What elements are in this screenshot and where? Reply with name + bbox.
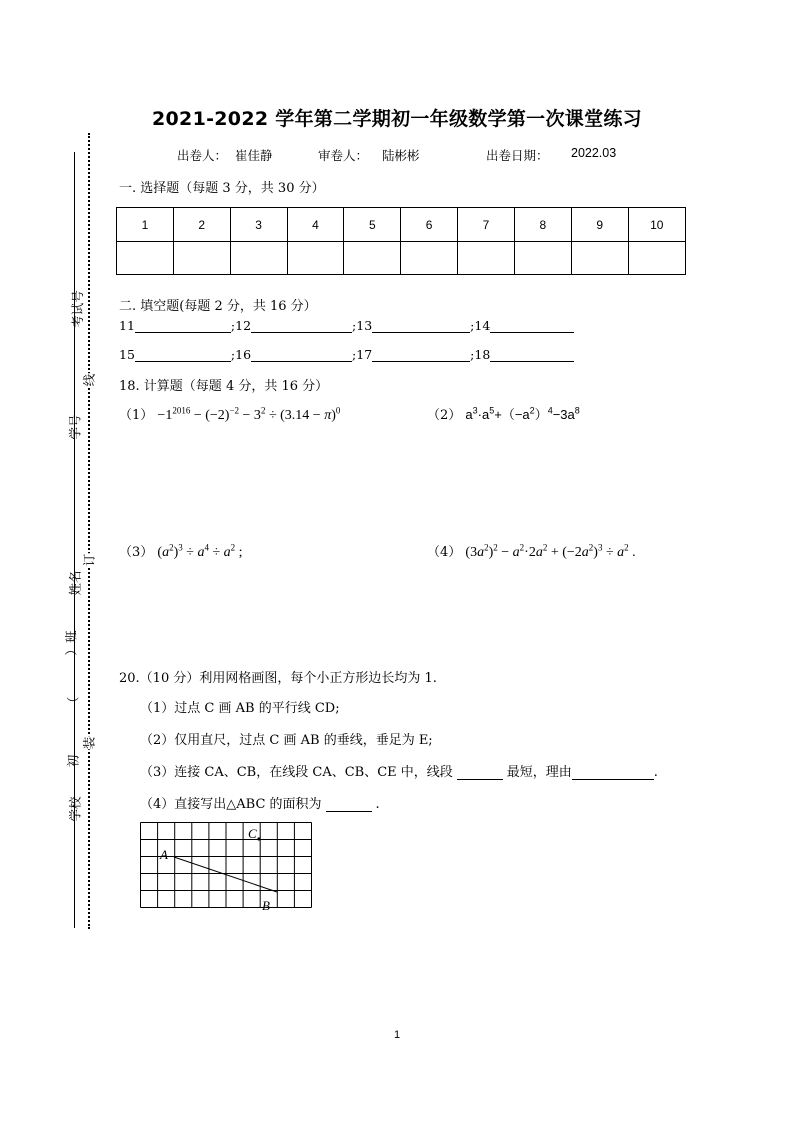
name-label: 姓名	[67, 570, 83, 596]
problem-3	[119, 541, 243, 561]
blank-label: ;14	[470, 318, 491, 333]
answer-cell[interactable]	[173, 242, 230, 275]
binding-ding-char: 订	[77, 554, 99, 567]
question-text: 最短，理由	[506, 765, 572, 780]
answer-header-row	[117, 208, 686, 242]
author-label: 出卷人：	[177, 148, 228, 163]
blank-label: ;13	[352, 318, 373, 333]
reviewer-name: 陆彬彬	[382, 148, 420, 163]
answer-cell[interactable]	[628, 242, 685, 275]
answer-column-header: 2	[173, 208, 230, 242]
answer-cell[interactable]	[458, 242, 515, 275]
answer-blank[interactable]	[372, 320, 470, 333]
problem-2-expression: $a^3\cdot a^5+(-a^2)^4-3a^8$	[465, 405, 580, 422]
answer-cell[interactable]	[117, 242, 174, 275]
blank-label: 15	[119, 347, 135, 362]
answer-entry-row	[117, 242, 686, 275]
binding-line-char: 线	[77, 374, 99, 387]
blank-label: 11	[119, 318, 135, 333]
reviewer-label: 审卷人：	[318, 148, 369, 163]
question-20-2: （2）仅用直尺，过点 C 画 AB 的垂线，垂足为 E;	[140, 733, 433, 748]
fill-blank-row-1	[119, 318, 574, 333]
answer-column-header: 3	[230, 208, 287, 242]
blank-label: ;17	[352, 347, 373, 362]
problem-label: （4）	[427, 545, 462, 560]
answer-blank[interactable]	[490, 349, 574, 362]
paren-label: （	[65, 696, 81, 710]
author-name: 崔佳静	[235, 148, 273, 163]
answer-cell[interactable]	[230, 242, 287, 275]
answer-table	[116, 207, 686, 275]
answer-column-header: 1	[117, 208, 174, 242]
date-value: 2022.03	[571, 146, 617, 160]
answer-blank[interactable]	[135, 349, 231, 362]
exam-number-label: 考试号	[69, 290, 85, 328]
answer-blank[interactable]	[572, 767, 654, 780]
blank-label: ;12	[230, 318, 252, 333]
answer-cell[interactable]	[514, 242, 571, 275]
question-20-1: （1）过点 C 画 AB 的平行线 CD;	[140, 701, 340, 716]
answer-blank[interactable]	[372, 349, 470, 362]
answer-column-header: 8	[514, 208, 571, 242]
point-c-dot	[257, 837, 260, 840]
grid-figure	[140, 822, 314, 912]
binding-dotted-line	[88, 133, 90, 929]
answer-blank[interactable]	[135, 320, 231, 333]
answer-column-header: 5	[344, 208, 401, 242]
page-title: 2021-2022 学年第二学期初一年级数学第一次课堂练习	[152, 108, 642, 130]
binding-zhuang-char: 装	[77, 737, 99, 750]
answer-cell[interactable]	[401, 242, 458, 275]
problem-label: （1）	[119, 408, 154, 423]
problem-1	[119, 404, 340, 424]
answer-column-header: 9	[571, 208, 628, 242]
answer-column-header: 4	[287, 208, 344, 242]
blank-label: ;18	[470, 347, 491, 362]
grade-label: 初	[65, 754, 81, 768]
date-label: 出卷日期：	[486, 148, 549, 163]
question-text: （3）连接 CA、CB，在线段 CA、CB、CE 中，线段	[140, 765, 453, 780]
page-number: 1	[393, 1029, 401, 1041]
section2-heading: 二. 填空题(每题 2 分，共 16 分）	[119, 299, 317, 314]
question-text: .	[375, 797, 380, 812]
answer-blank[interactable]	[251, 320, 352, 333]
problem-4	[427, 541, 636, 561]
point-a-label: A	[160, 847, 168, 862]
question-20-3	[140, 761, 658, 780]
answer-cell[interactable]	[344, 242, 401, 275]
class-label: ）班	[63, 630, 79, 656]
problem-label: （2）	[427, 408, 462, 423]
section4-heading: 20.（10 分）利用网格画图，每个小正方形边长均为 1.	[119, 671, 437, 686]
section3-heading: 18. 计算题（每题 4 分，共 16 分）	[119, 379, 329, 394]
problem-label: （3）	[119, 545, 154, 560]
question-20-4	[140, 793, 380, 812]
fill-blank-row-2	[119, 347, 574, 362]
answer-column-header: 10	[628, 208, 685, 242]
problem-1-expression: $-1^{2016} - (-2)^{-2} - 3^2 \div (3.14 - \pi)^0$	[157, 405, 341, 423]
section1-heading: 一. 选择题（每题 3 分，共 30 分）	[119, 181, 325, 196]
answer-blank[interactable]	[251, 349, 352, 362]
answer-cell[interactable]	[287, 242, 344, 275]
answer-cell[interactable]	[571, 242, 628, 275]
question-text: （4）直接写出△ABC 的面积为	[140, 797, 322, 812]
problem-3-expression: $(a^2)^3 \div a^4 \div a^2$ ;	[157, 542, 243, 560]
blank-label: ;16	[230, 347, 252, 362]
point-b-label: B	[262, 898, 270, 912]
question-text: .	[653, 765, 658, 780]
grid-lines	[141, 823, 312, 908]
answer-blank[interactable]	[457, 767, 503, 780]
school-label: 学校	[67, 796, 83, 822]
problem-2	[427, 404, 580, 423]
answer-blank[interactable]	[490, 320, 574, 333]
student-number-label: 学号	[67, 414, 83, 440]
answer-blank[interactable]	[326, 799, 372, 812]
answer-column-header: 7	[458, 208, 515, 242]
problem-4-expression: $(3a^2)^2 - a^2\cdot 2a^2 + (-2a^2)^3 \div a^2$ .	[465, 542, 636, 560]
answer-column-header: 6	[401, 208, 458, 242]
point-c-label: C	[248, 826, 257, 841]
